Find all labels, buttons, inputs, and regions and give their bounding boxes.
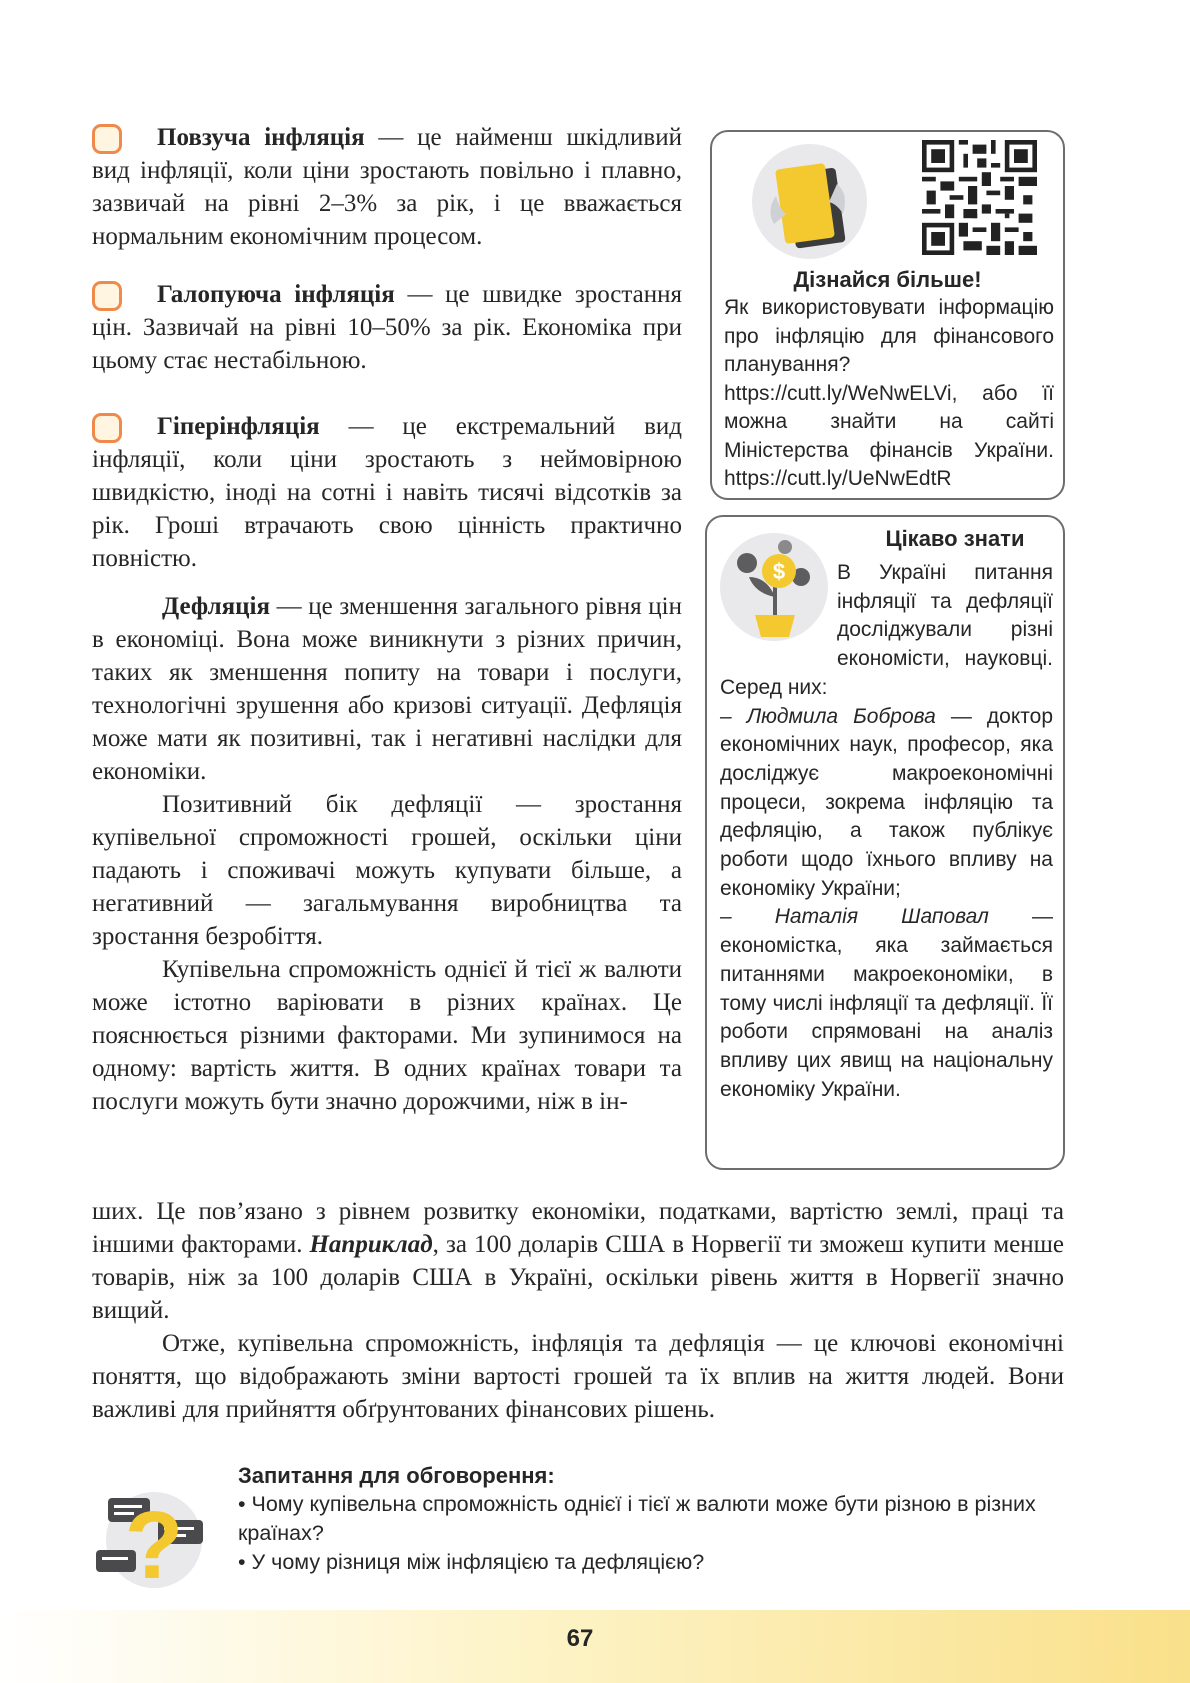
term-galloping-inflation [92,278,682,377]
question-chat-icon [88,1470,213,1590]
term-paragraph [92,278,682,377]
term-definition: — це швидке зростання цін. Зазвичай на рівні 10–50% за рік. Економіка при цьому стає нестабільною. [92,281,682,374]
purchasing-power-continued [92,1195,1064,1327]
svg-text:$: $ [772,559,786,584]
learn-more-title: Дізнайся більше! [793,267,982,292]
term-paragraph [92,121,682,253]
purchasing-power-paragraph: Купівельна спроможність однієї й тієї ж валюти може істотно варіювати в різних країнах. Це пояснюється різними факторами. Ми зупинимося на одному: вартість життя. В одних країнах товари та послуги можуть бути значно дорожчими, ніж в ін- [92,956,682,1115]
person-description: — економістка, яка займається питаннями макроекономіки, в тому числі інфляції та дефляції. Її роботи спрямовані на аналіз впливу цих явищ на національну економіку України. [720,905,1053,1101]
positive-side-paragraph: Позитивний бік дефляції — зростання купівельної спроможності грошей, оскільки ціни падають і споживачі можуть купувати більше, а негативний — загальмування виробництва та зростання безробіття. [92,791,682,950]
svg-text:?: ? [124,1492,184,1590]
continued-text-2: , за 100 доларів США в Норвегії ти зможеш купити менше товарів, ніж за 100 доларів США в Україні, оскільки рівень життя в Норвегії значно вищий. [92,1231,1064,1324]
term-name: Гіперінфляція [157,413,320,440]
checkbox-icon [92,281,122,311]
interesting-facts-text [720,559,1053,1104]
example-word: Наприклад [309,1231,433,1258]
term-creeping-inflation [92,121,682,253]
body-text-narrow [92,590,682,1118]
interesting-facts-box [705,515,1065,1170]
term-definition: — це екстремальний вид інфляції, коли ціни зростають з неймовірною швидкістю, іноді на сотні і навіть тисячі відсотків за рік. Гроші втрачають свою цінність практично повністю. [92,413,682,572]
discussion-questions [238,1462,1068,1577]
term-paragraph [92,410,682,575]
conclusion-paragraph: Отже, купівельна спроможність, інфляція та дефляція — це ключові економічні поняття, що відображають зміни вартості грошей та їх вплив на життя людей. Вони важливі для прийняття обґрунтованих фінансових рішень. [92,1330,1064,1423]
person-name: – Наталія Шаповал [720,905,989,929]
question-item: • Чому купівельна спроможність однієї і тієї ж валюти може бути різною в різних країнах? [238,1492,1036,1545]
deflation-term: Дефляція [162,593,271,620]
questions-list [238,1490,1068,1577]
checkbox-icon [92,413,122,443]
book-icon [752,144,867,259]
term-name: Повзуча інфляція [157,124,365,151]
learn-more-text: Як використовувати інформацію про інфляцію для фінансового планування? https://cutt.ly/WeNwELVi, або її можна знайти на сайті Міністерства фінансів України. https://cutt.ly/UeNwEdtR [724,296,1054,490]
term-hyperinflation [92,410,682,575]
body-text-wide [92,1195,1064,1426]
learn-more-box [710,130,1065,500]
interesting-facts-title: Цікаво знати [885,526,1025,551]
continued-text: ших. Це пов’язано з рівнем розвитку економіки, податками, вартістю землі, праці та іншими факторами. [92,1198,1064,1258]
page-number: 67 [566,1625,594,1652]
person-name: – Людмила Боброва [720,704,936,728]
questions-title: Запитання для обговорення: [238,1463,555,1488]
qr-code-icon[interactable] [922,140,1037,255]
term-name: Галопуюча інфляція [157,281,395,308]
deflation-paragraph [92,590,682,788]
deflation-text: — це зменшення загального рівня цін в економіці. Вона може виникнути з різних причин, таких як зменшення попиту на товари і послуги, технологічні зрушення або кризові ситуації. Дефляція може мати як позитивні, так і негативні наслідки для економіки. [92,593,682,785]
person-description: — доктор економічних наук, професор, яка досліджує макроекономічні процеси, зокрема інфляцію та дефляцію, а також публікує роботи щодо їхнього впливу на економіку України; [720,704,1053,900]
checkbox-icon [92,124,122,154]
term-definition: — це найменш шкідливий вид інфляції, коли ціни зростають повільно і плавно, зазвичай на рівні 2–3% за рік, і це вважається нормальним економічним процесом. [92,124,682,250]
facts-intro: В Україні питання інфляції та дефляції досліджували різні економісти, науковці. Серед них: [720,561,1053,699]
question-item: • У чому різниця між інфляцією та дефляцією? [238,1550,705,1574]
